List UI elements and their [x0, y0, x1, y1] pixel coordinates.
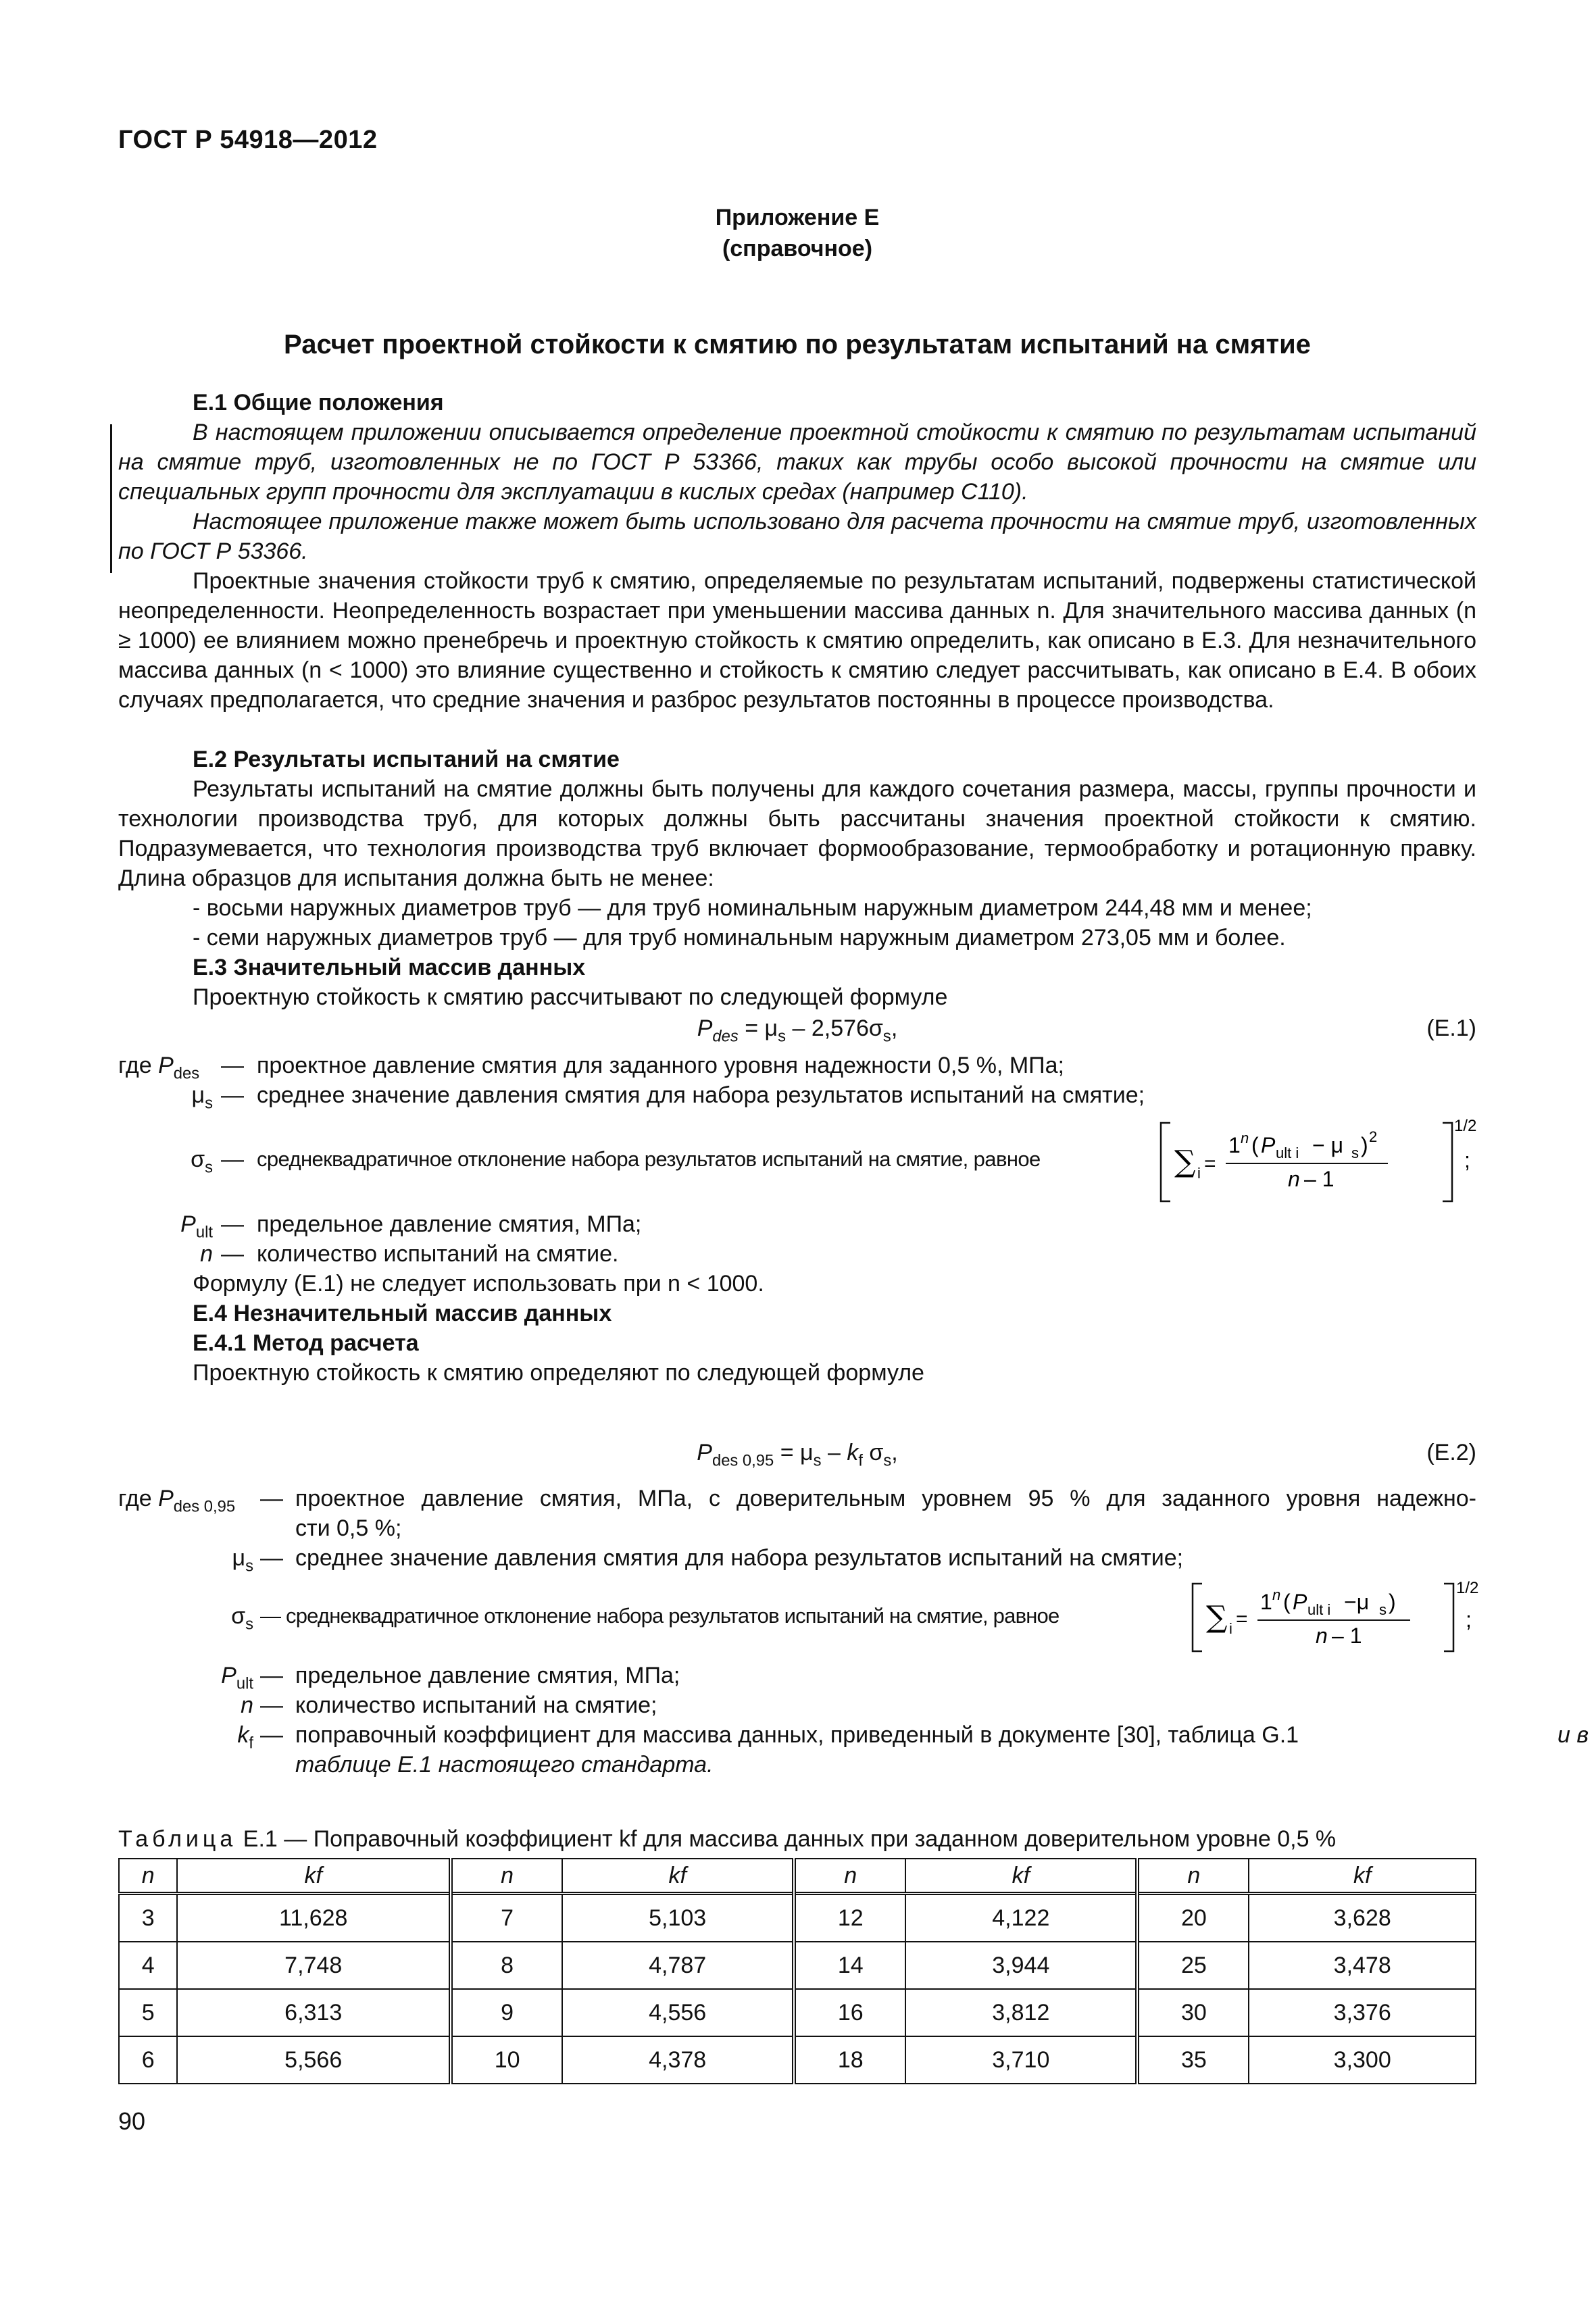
table-cell: 8 [451, 1942, 562, 1989]
paragraph: Проектные значения стойкости труб к смятию, определяемые по результатам испытаний, подвержены статистической неопределенности. Неопределенность возрастает при уменьшении массива данных n. Для значительного массива данных (n ≥ 1000) ее влиянием можно пренебречь и проектную стойкость к смятию определить, как описано в Е.3. Для незначительного массива данных (n < 1000) это влияние существенно и стойкость к смятию следует рассчитывать, как описано в Е.4. В обоих случаях предполагается, что средние значения и разброс результатов постоянны в процессе производства. [118, 568, 1476, 713]
table-cell: 7 [451, 1894, 562, 1942]
column-header: kf [1249, 1859, 1476, 1894]
paragraph: Результаты испытаний на смятие должны быть получены для каждого сочетания размера, массы, группы прочности и технологии производства труб, для которых должны быть рассчитаны значения проектной стойкости к смятию. Подразумевается, что технология производства труб включает формообразование, термообработку и ротационную правку. Длина образцов для испытания должна быть не менее: [118, 776, 1476, 891]
equation-number: (Е.1) [1426, 1015, 1476, 1041]
svg-text:i: i [1197, 1165, 1201, 1182]
document-id: ГОСТ Р 54918—2012 [118, 126, 378, 154]
svg-text:n: n [1241, 1130, 1249, 1147]
svg-text:;: ; [1464, 1148, 1470, 1172]
sigma-definition-e2: $\sigma_s$ — среднеквадратичное отклонение набора результатов испытаний на смятие, равное ∑ i = 1 n ( P ult i −μ s ) n – 1 1/2 ; [118, 1578, 1476, 1653]
sigma-definition-e1: $\sigma_s$ — среднеквадратичное отклонение набора результатов испытаний на смятие, равное ∑ i = 1 n ( P ult i − μ s ) 2 n – 1 1/2 ; [118, 1116, 1476, 1204]
svg-text:s: s [1379, 1601, 1387, 1618]
formula-text: $P_{des 0,95} = \mu_s - k_f$ $\sigma_s$, [697, 1440, 898, 1470]
table-cell: 12 [794, 1894, 905, 1942]
change-bar [110, 424, 112, 573]
svg-text:1/2: 1/2 [1454, 1117, 1477, 1135]
definitions-e1-tail: $P_{ult}$ — предельное давление смятия, МПа; n — количество испытаний на смятие. [118, 1209, 1476, 1269]
svg-text:− μ: − μ [1312, 1133, 1344, 1157]
appendix-title: Расчет проектной стойкости к смятию по результатам испытаний на смятие [284, 330, 1311, 359]
definition-text: количество испытаний на смятие; [295, 1692, 657, 1718]
section-heading: Е.3 Значительный массив данных [193, 955, 586, 980]
definition-text: таблице Е.1 настоящего стандарта. [295, 1752, 714, 1778]
paragraph: Проектную стойкость к смятию рассчитывают по следующей формуле [193, 984, 948, 1010]
paragraph: Формулу (Е.1) не следует использовать при n < 1000. [193, 1271, 764, 1297]
column-header: kf [562, 1859, 794, 1894]
svg-text:(: ( [1251, 1133, 1259, 1157]
definition-text: среднеквадратичное отклонение набора результатов испытаний на смятие, равное [257, 1147, 1041, 1171]
svg-text:P: P [1293, 1590, 1307, 1614]
appendix-kind: (справочное) [722, 236, 873, 261]
table-cell: 30 [1137, 1989, 1249, 2036]
table-cell: 4,378 [562, 2036, 794, 2084]
svg-text:): ) [1389, 1590, 1396, 1614]
table-cell: 3 [119, 1894, 177, 1942]
table-cell: 3,376 [1249, 1989, 1476, 2036]
definitions-e2-tail: $P_{ult}$ — предельное давление смятия, МПа; n — количество испытаний на смятие; $k_f$ — поправочный коэффициент для массива данных, приведенный в документе [30], таблица G.1 и в таблице Е.1 настоящего стандарта. [118, 1661, 1476, 1780]
table-cell: 6 [119, 2036, 177, 2084]
formula-e1 [118, 1013, 1476, 1046]
svg-text:): ) [1361, 1133, 1368, 1157]
svg-text:=: = [1236, 1608, 1248, 1630]
table-cell: 16 [794, 1989, 905, 2036]
definition-text: проектное давление смятия для заданного уровня надежности 0,5 %, МПа; [257, 1053, 1064, 1078]
table-cell: 3,812 [905, 1989, 1137, 2036]
definitions-e2: где $P_{des 0,95}$ — проектное давление смятия, МПа, с доверительным уровнем 95 % для заданного уровня надежно- сти 0,5 %; $\mu_s$ — среднее значение давления смятия для набора результатов испытаний на смятие; [118, 1484, 1476, 1573]
column-header: kf [905, 1859, 1137, 1894]
section-heading: Е.4 Незначительный массив данных [193, 1301, 612, 1326]
svg-text:ult i: ult i [1307, 1601, 1331, 1618]
svg-text:– 1: – 1 [1304, 1167, 1335, 1191]
section-heading: Е.2 Результаты испытаний на смятие [193, 747, 620, 772]
definition-text: и в [1557, 1722, 1589, 1748]
svg-text:2: 2 [1369, 1128, 1378, 1145]
section-e3 [118, 953, 1476, 1012]
table-cell: 5,566 [177, 2036, 451, 2084]
equation-number: (Е.2) [1426, 1440, 1476, 1465]
table-row [119, 1942, 1476, 1989]
definition-text: предельное давление смятия, МПа; [257, 1211, 642, 1237]
svg-text:=: = [1204, 1153, 1216, 1175]
svg-text:n: n [1316, 1624, 1328, 1648]
formula-text: $P_{des} = \mu_s - 2,576\sigma_s$, [697, 1015, 898, 1046]
definition-text: проектное давление смятия, МПа, с доверительным уровнем 95 % для заданного уровня надежно- [295, 1486, 1476, 1511]
table-cell: 14 [794, 1942, 905, 1989]
table-cell: 3,944 [905, 1942, 1137, 1989]
table-cell: 6,313 [177, 1989, 451, 2036]
definition-text: сти 0,5 %; [295, 1515, 402, 1541]
definition-text: поправочный коэффициент для массива данных, приведенный в документе [30], таблица G.1 [295, 1722, 1299, 1748]
page-number: 90 [118, 2107, 146, 2135]
paragraph: В настоящем приложении описывается определение проектной стойкости к смятию по результатам испытаний на смятие труб, изготовленных не по ГОСТ Р 53366, таких как трубы особо высокой прочности на смятие или специальных групп прочности для эксплуатации в кислых средах (например С110). [118, 420, 1476, 505]
svg-text:(: ( [1283, 1590, 1291, 1614]
sigma-formula [1155, 1116, 1477, 1204]
table-row [119, 1989, 1476, 2036]
svg-text:1: 1 [1260, 1590, 1272, 1614]
column-header: n [451, 1859, 562, 1894]
column-header: n [1137, 1859, 1249, 1894]
paragraph: Настоящее приложение также может быть использовано для расчета прочности на смятие труб, изготовленных по ГОСТ Р 53366. [118, 509, 1476, 564]
svg-text:1/2: 1/2 [1456, 1579, 1479, 1597]
correction-factor-table [118, 1858, 1476, 2084]
svg-text:– 1: – 1 [1332, 1624, 1362, 1648]
table-cell: 4,122 [905, 1894, 1137, 1942]
sigma-formula [1187, 1578, 1479, 1653]
section-e2 [118, 745, 1476, 953]
table-cell: 25 [1137, 1942, 1249, 1989]
svg-text:ult i: ult i [1276, 1145, 1299, 1161]
definition-text: — среднеквадратичное отклонение набора результатов испытаний на смятие, равное [260, 1604, 1059, 1628]
table-cell: 4,556 [562, 1989, 794, 2036]
svg-text:1: 1 [1228, 1133, 1241, 1157]
definition-text: предельное давление смятия, МПа; [295, 1663, 680, 1688]
formula-e2 [118, 1438, 1476, 1470]
list-item: - семи наружных диаметров труб — для труб номинальным наружным диаметром 273,05 мм и более. [193, 925, 1286, 951]
column-header: n [119, 1859, 177, 1894]
table-cell: 3,300 [1249, 2036, 1476, 2084]
table-cell: 5 [119, 1989, 177, 2036]
section-e1 [118, 388, 1476, 715]
svg-text:P: P [1261, 1133, 1276, 1157]
svg-text:∑: ∑ [1206, 1600, 1228, 1634]
table-caption [118, 1824, 1476, 1854]
svg-text:∑: ∑ [1174, 1145, 1196, 1179]
svg-text:n: n [1288, 1167, 1300, 1191]
definition-text: количество испытаний на смятие. [257, 1241, 619, 1267]
svg-text:n: n [1272, 1586, 1281, 1603]
table-cell: 10 [451, 2036, 562, 2084]
table-cell: 3,478 [1249, 1942, 1476, 1989]
section-e4 [118, 1269, 1476, 1388]
column-header: kf [177, 1859, 451, 1894]
table-cell: 35 [1137, 2036, 1249, 2084]
section-heading: Е.1 Общие положения [193, 390, 444, 416]
where-label: где [118, 1486, 152, 1511]
table-caption-label: Таблица [118, 1826, 237, 1852]
table-row [119, 1894, 1476, 1942]
svg-text:i: i [1229, 1620, 1232, 1637]
table-cell: 3,628 [1249, 1894, 1476, 1942]
definition-text: среднее значение давления смятия для набора результатов испытаний на смятие; [295, 1545, 1184, 1571]
subsection-heading: Е.4.1 Метод расчета [193, 1330, 419, 1356]
table-cell: 9 [451, 1989, 562, 2036]
column-header: n [794, 1859, 905, 1894]
svg-text:;: ; [1466, 1607, 1472, 1632]
table-cell: 7,748 [177, 1942, 451, 1989]
svg-text:−μ: −μ [1344, 1590, 1370, 1614]
table-caption-text: Е.1 — Поправочный коэффициент kf для массива данных при заданном доверительном уровне 0,5 % [243, 1826, 1337, 1852]
table-row [119, 2036, 1476, 2084]
definition-text: среднее значение давления смятия для набора результатов испытаний на смятие; [257, 1082, 1145, 1108]
table-cell: 5,103 [562, 1894, 794, 1942]
list-item: - восьми наружных диаметров труб — для труб номинальным наружным диаметром 244,48 мм и менее; [193, 895, 1312, 921]
definitions-e1: где $P_{des}$ — проектное давление смятия для заданного уровня надежности 0,5 %, МПа; $\mu_s$ — среднее значение давления смятия для набора результатов испытаний на смятие; [118, 1051, 1476, 1110]
table-cell: 3,710 [905, 2036, 1137, 2084]
table-header-row [119, 1859, 1476, 1894]
svg-text:s: s [1351, 1145, 1359, 1161]
appendix-label: Приложение Е [715, 205, 880, 230]
paragraph: Проектную стойкость к смятию определяют по следующей формуле [193, 1360, 924, 1386]
table-cell: 4 [119, 1942, 177, 1989]
table-cell: 18 [794, 2036, 905, 2084]
table-cell: 11,628 [177, 1894, 451, 1942]
where-label: где [118, 1053, 152, 1078]
table-cell: 4,787 [562, 1942, 794, 1989]
table-cell: 20 [1137, 1894, 1249, 1942]
